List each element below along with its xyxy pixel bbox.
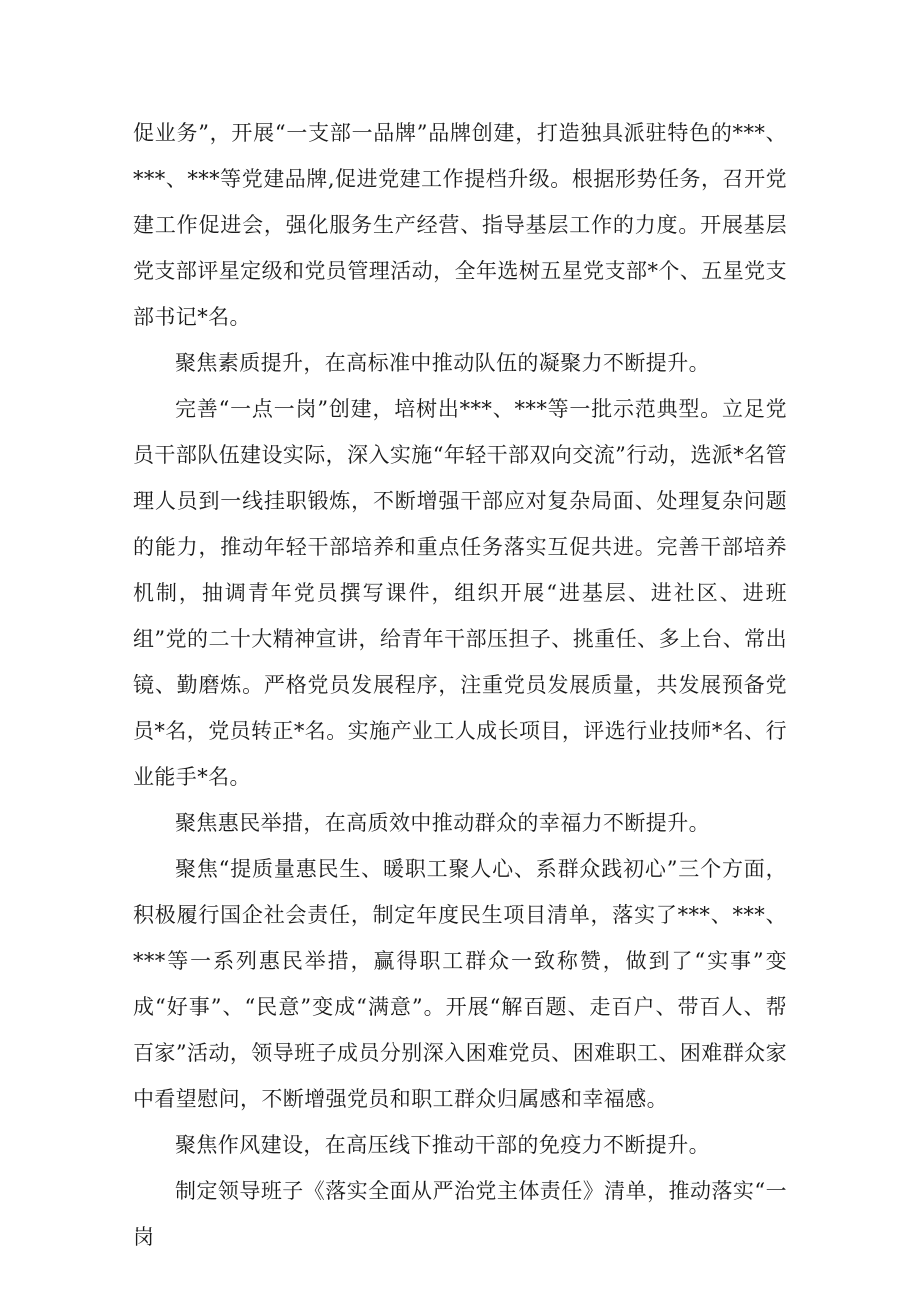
paragraph-cadre-training: 完善“一点一岗”创建，培树出***、***等一批示范典型。立足党员干部队伍建设实际，深入实施“年轻干部双向交流”行动，选派*名管理人员到一线挂职锻炼，不断增强干部应对复杂局面、处理复杂问题的能力，推动年轻干部培养和重点任务落实互促共进。完善干部培养机制，抽调青年党员撰写课件，组织开展“进基层、进社区、进班组”党的二十大精神宣讲，给青年干部压担子、挑重任、多上台、常出镜、勤磨炼。严格党员发展程序，注重党员发展质量，共发展预备党员*名，党员转正*名。实施产业工人成长项目，评选行业技师*名、行业能手*名。 [133, 397, 787, 789]
paragraph-heading-conduct: 聚焦作风建设，在高压线下推动干部的免疫力不断提升。 [175, 1133, 710, 1157]
paragraph-party-brand: 促业务”，开展“一支部一品牌”品牌创建，打造独具派驻特色的***、***、***等党建品牌,促进党建工作提档升级。根据形势任务，召开党建工作促进会，强化服务生产经营、指导基层工作的力度。开展基层党支部评星定级和党员管理活动，全年选树五星党支部*个、五星党支部书记*名。 [133, 121, 787, 329]
paragraph-heading-welfare: 聚焦惠民举措，在高质效中推动群众的幸福力不断提升。 [175, 811, 710, 835]
paragraph-heading-quality: 聚焦素质提升，在高标准中推动队伍的凝聚力不断提升。 [175, 351, 710, 375]
document-body [133, 110, 787, 1260]
paragraph-responsibility-list: 制定领导班子《落实全面从严治党主体责任》清单，推动落实“一岗 [133, 1179, 787, 1249]
paragraph-welfare-measures: 聚焦“提质量惠民生、暖职工聚人心、系群众践初心”三个方面，积极履行国企社会责任，制定年度民生项目清单，落实了***、***、***等一系列惠民举措，赢得职工群众一致称赞，做到了“实事”变成“好事”、“民意”变成“满意”。开展“解百题、走百户、带百人、帮百家”活动，领导班子成员分别深入困难党员、困难职工、困难群众家中看望慰问，不断增强党员和职工群众归属感和幸福感。 [133, 857, 787, 1111]
